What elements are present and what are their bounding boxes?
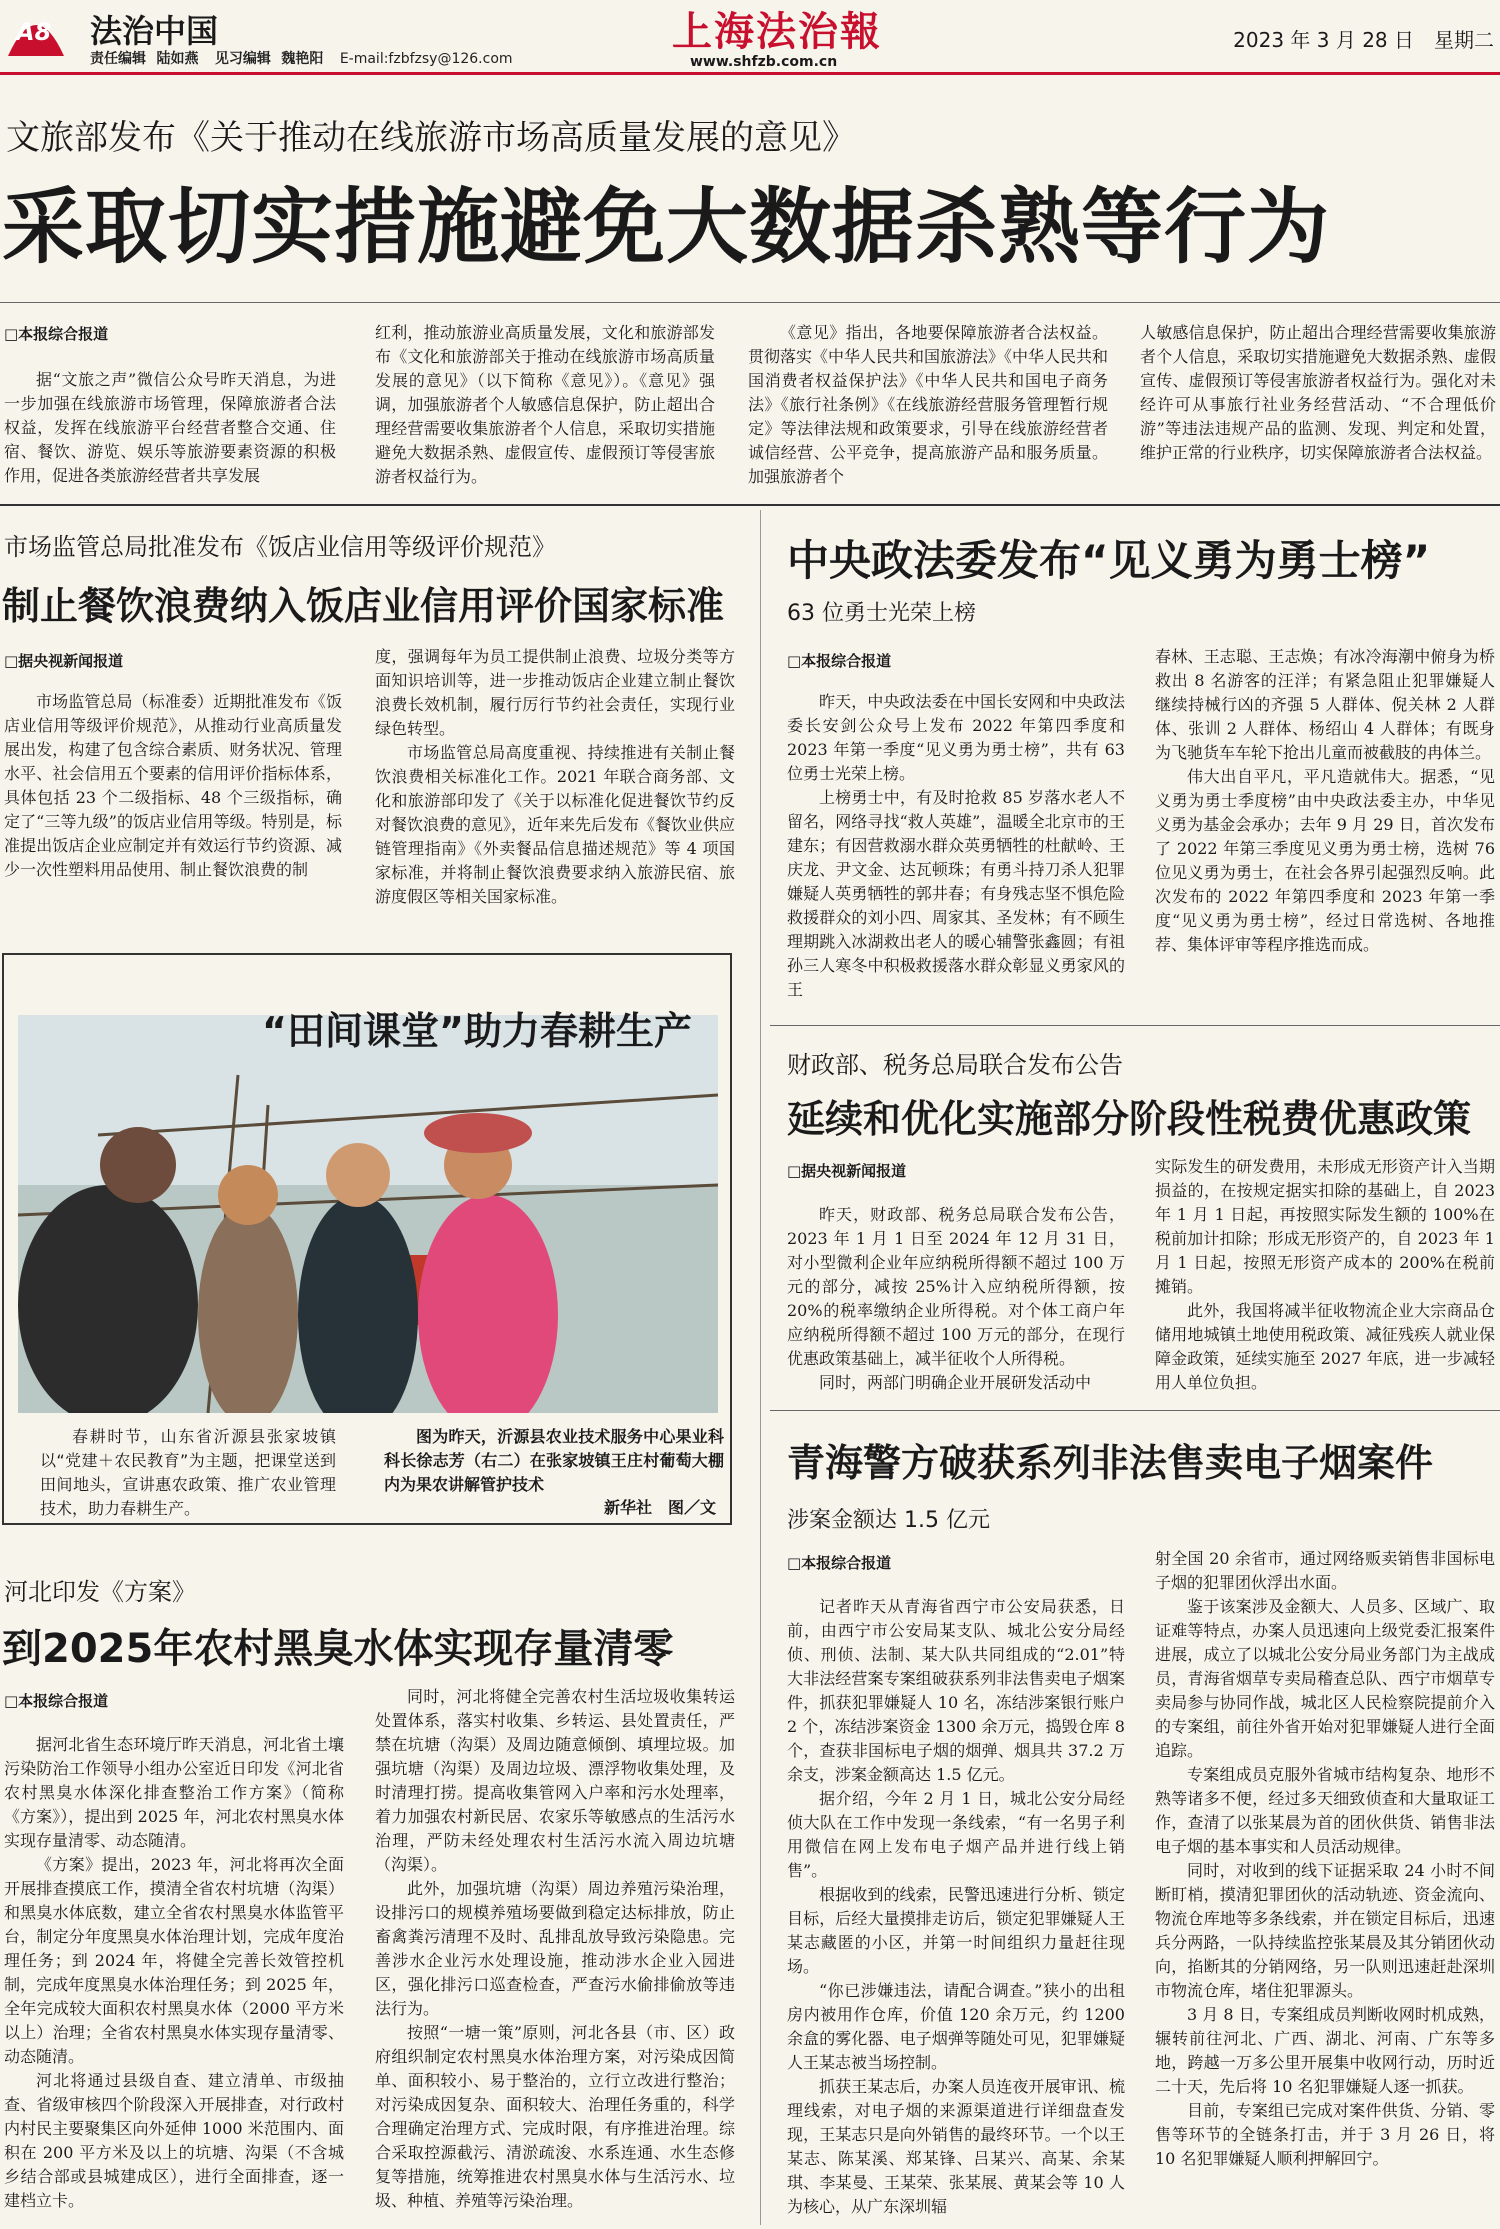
article3-byline: □本报综合报道 [4, 1692, 109, 1710]
article1-col1: 据“文旅之声”微信公众号昨天消息，为进一步加强在线旅游市场管理，保障旅游者合法权益，发挥在线旅游平台经营者整合交通、住宿、餐饮、游览、娱乐等旅游要素资源的积极作用，促进各类旅游经营者共享发展 [4, 370, 336, 485]
b3-subhead: 涉案金额达 1.5 亿元 [787, 1508, 990, 1533]
b1-col1: 昨天，中央政法委在中国长安网和中央政法委长安剑公众号上发布 2022 年第四季度和 2023 年第一季度“见义勇为勇士榜”，共有 63 位勇士光荣上榜。 上榜勇士中，有及时抢救 85 岁落水老人不留名，网络寻找“救人英雄”，温暖全北京市的王建东；有因营救溺水群众英勇牺牲的杜献岭、王庆龙、尹文金、达瓦顿珠；有勇斗持刀杀人犯罪嫌疑人英勇牺牲的郭井春；有身残志坚不惧危险救援群众的刘小四、周家其、圣发林；有不顾生理期跳入冰湖救出老人的暖心辅警张鑫圆；有祖孙三人寒冬中积极救援落水群众彰显义勇家风的王 [787, 692, 1125, 999]
photo-credit: 新华社 图／文 [603, 1498, 716, 1517]
photo-box [2, 953, 732, 1525]
article2-byline: □据央视新闻报道 [4, 652, 124, 670]
article2-kicker: 市场监管总局批准发布《饭店业信用等级评价规范》 [4, 533, 556, 561]
section-name: 法治中国 [90, 12, 219, 50]
article1-bottom-rule [0, 504, 1500, 506]
photo-caption-left: 春耕时节，山东省沂源县张家坡镇以“党建＋农民教育”为主题，把课堂送到田间地头，宣讲惠农政策、推广农业管理技术，助力春耕生产。 [40, 1427, 336, 1518]
b1-bottom-rule [770, 1025, 1500, 1026]
article1-col2: 红利，推动旅游业高质量发展，文化和旅游部发布《文化和旅游部关于推动在线旅游市场高质量发展的意见》（以下简称《意见》）。《意见》强调，加强旅游者个人敏感信息保护，防止超出合理经营需要收集旅游者个人信息，采取切实措施避免大数据杀熟、虚假宣传、虚假预订等侵害旅游者权益行为。 [375, 323, 715, 486]
article2-headline: 制止餐饮浪费纳入饭店业信用评价国家标准 [2, 584, 725, 628]
article3-col1: 据河北省生态环境厅昨天消息，河北省土壤污染防治工作领导小组办公室近日印发《河北省农村黑臭水体深化排查整治工作方案》（简称《方案》），提出到 2025 年，河北农村黑臭水体实现存量清零、动态随清。 《方案》提出，2023 年，河北将再次全面开展排查摸底工作，摸清全省农村坑塘（沟渠）和黑臭水体底数，建立全省农村黑臭水体监管平台，制定分年度黑臭水体治理计划，完成年度治理任务；到 2024 年，将健全完善长效管控机制，完成年度黑臭水体治理任务；到 2025 年，全年完成较大面积农村黑臭水体（2000 平方米以上）治理；全省农村黑臭水体实现存量清零、动态随清。 河北将通过县级自查、建立清单、市级抽查、省级审核四个阶段深入开展排查，对行政村内村民主要聚集区向外延伸 1000 米范围内、面积在 200 平方米及以上的坑塘、沟渠（不含城乡结合部或县城建成区），进行全面排查，逐一建档立卡。 [4, 1735, 344, 2210]
b2-byline: □据央视新闻报道 [787, 1162, 907, 1180]
b2-col1: 昨天，财政部、税务总局联合发布公告，2023 年 1 月 1 日至 2024 年 12 月 31 日，对小型微利企业年应纳税所得额不超过 100 万元的部分，减按 25%计入应纳税所得额，按 20%的税率缴纳企业所得税。对个体工商户年应纳税所得额不超过 100 万元的部分，在现行优惠政策基础上，减半征收个人所得税。 同时，两部门明确企业开展研发活动中 [787, 1205, 1125, 1392]
article3-headline: 到2025年农村黑臭水体实现存量清零 [2, 1626, 674, 1672]
b3-col1: 记者昨天从青海省西宁市公安局获悉，日前，由西宁市公安局某支队、城北公安分局经侦、刑侦、法制、某大队共同组成的“2.01”特大非法经营案专案组破获系列非法售卖电子烟案件，抓获犯罪嫌疑人 10 名，冻结涉案银行账户 2 个，冻结涉案资金 1300 余万元，捣毁仓库 8 个，查获非国标电子烟的烟弹、烟具共 37.2 万余支，涉案金额高达 1.5 亿元。 据介绍，今年 2 月 1 日，城北公安分局经侦大队在工作中发现一条线索，“有一名男子利用微信在网上发布电子烟产品并进行线上销售”。 根据收到的线索，民警迅速进行分析、锁定目标，后经大量摸排走访后，锁定犯罪嫌疑人王某志藏匿的小区，并第一时间组织力量赶往现场。 “你已涉嫌违法，请配合调查。”狭小的出租房内被用作仓库，价值 120 余万元，约 1200 余盒的雾化器、电子烟弹等随处可见，犯罪嫌疑人王某志被当场控制。 抓获王某志后，办案人员连夜开展审讯、梳理线索，对电子烟的来源渠道进行详细盘查发现，王某志只是向外销售的最终环节。一个以王某志、陈某溪、郑某锋、吕某兴、高某、余某琪、李某曼、王某荣、张某展、黄某会等 10 人为核心，从广东深圳辐 [787, 1597, 1125, 2216]
article1-col3: 《意见》指出，各地要保障旅游者合法权益。贯彻落实《中华人民共和国旅游法》《中华人民共和国消费者权益保护法》《中华人民共和国电子商务法》《旅行社条例》《在线旅游经营服务管理暂行规定》等法律法规和政策要求，引导在线旅游经营者诚信经营、公平竞争，提高旅游产品和服务质量。加强旅游者个 [748, 323, 1108, 486]
article3-col2: 同时，河北将健全完善农村生活垃圾收集转运处置体系，落实村收集、乡转运、县处置责任，严禁在坑塘（沟渠）及周边随意倾倒、填埋垃圾。加强坑塘（沟渠）及周边垃圾、漂浮物收集处理，及时清理打捞。提高收集管网入户率和污水处理率，着力加强农村新民居、农家乐等敏感点的生活污水治理，严防未经处理农村生活污水流入周边坑塘（沟渠）。 此外，加强坑塘（沟渠）周边养殖污染治理，设排污口的规模养殖场要做到稳定达标排放，防止畜禽粪污清理不及时、乱排乱放导致污染隐患。完善涉水企业污水处理设施，推动涉水企业入园进区，强化排污口巡查检查，严查污水偷排偷放等违法行为。 按照“一塘一策”原则，河北各县（市、区）政府组织制定农村黑臭水体治理方案，对污染成因简单、面积较小、易于整治的，立行立改进行整治；对污染成因复杂、面积较大、治理任务重的，科学合理确定治理方式、完成时限，有序推进治理。综合采取控源截污、清淤疏浚、水系连通、水生态修复等措施，统筹推进农村黑臭水体与生活污水、垃圾、种植、养殖等污染治理。 [375, 1687, 735, 2210]
article2-col2: 度，强调每年为员工提供制止浪费、垃圾分类等方面知识培训等，进一步推动饭店企业建立制止餐饮浪费长效机制，履行厉行节约社会责任，实现行业绿色转型。 市场监管总局高度重视、持续推进有关制止餐饮浪费相关标准化工作。2021 年联合商务部、文化和旅游部印发了《关于以标准化促进餐饮节约反对餐饮浪费的意见》，近年来先后发布《餐饮业供应链管理指南》《外卖餐品信息描述规范》等 4 项国家标准，并将制止餐饮浪费要求纳入旅游民宿、旅游度假区等相关国家标准。 [375, 647, 735, 906]
b2-kicker: 财政部、税务总局联合发布公告 [787, 1051, 1123, 1079]
b1-subhead: 63 位勇士光荣上榜 [787, 601, 976, 626]
b3-headline: 青海警方破获系列非法售卖电子烟案件 [787, 1441, 1434, 1485]
b1-byline: □本报综合报道 [787, 652, 892, 670]
article1-byline: □本报综合报道 [4, 325, 109, 343]
b1-headline: 中央政法委发布“见义勇为勇士榜” [787, 536, 1431, 585]
page-number: A8 [16, 18, 52, 46]
b2-bottom-rule [770, 1410, 1500, 1411]
paper-url: www.shfzb.com.cn [690, 54, 838, 70]
photo-caption-right: 图为昨天，沂源县农业技术服务中心果业科科长徐志芳（右二）在张家坡镇王庄村葡萄大棚内为果农讲解管护技术 [384, 1427, 724, 1494]
column-divider [760, 510, 761, 2225]
article1-rule [0, 302, 1500, 303]
issue-date: 2023 年 3 月 28 日 星期二 [1233, 28, 1494, 52]
photo-title: “田间课堂”助力春耕生产 [262, 1009, 692, 1053]
masthead [0, 0, 1500, 70]
article1-col4: 人敏感信息保护，防止超出合理经营需要收集旅游者个人信息，采取切实措施避免大数据杀熟、虚假宣传、虚假预订等侵害旅游者权益行为。强化对未经许可从事旅行社业务经营活动、“不合理低价游”等违法违规产品的监测、发现、判定和处置，维护正常的行业秩序，切实保障旅游者合法权益。 [1140, 323, 1496, 462]
b1-col2: 春林、王志聪、王志焕；有冰冷海潮中俯身为桥救出 8 名游客的汪洋；有紧急阻止犯罪嫌疑人继续持械行凶的齐强 5 人群体、倪关林 2 人群体、张训 2 人群体、杨绍山 4 人群体；有既身为飞驰货车车轮下抢出儿童而被截肢的冉体兰。 伟大出自平凡，平凡造就伟大。据悉，“见义勇为勇士季度榜”由中央政法委主办，中华见义勇为基金会承办；去年 9 月 29 日，首次发布了 2022 年第三季度见义勇为勇士榜，选树 76 位见义勇为勇士，在社会各界引起强烈反响。此次发布的 2022 年第四季度和 2023 年第一季度“见义勇为勇士榜”，经过日常选树、各地推荐、集体评审等程序推选而成。 [1155, 647, 1495, 954]
b3-col2: 射全国 20 余省市，通过网络贩卖销售非国标电子烟的犯罪团伙浮出水面。 鉴于该案涉及金额大、人员多、区域广、取证难等特点，办案人员迅速向上级党委汇报案件进展，成立了以城北公安分局业务部门为主战成员，青海省烟草专卖局稽查总队、西宁市烟草专卖局参与协同作战，城北区人民检察院提前介入的专案组，前往外省开始对犯罪嫌疑人进行全面追踪。 专案组成员克服外省城市结构复杂、地形不熟等诸多不便，经过多天细致侦查和大量取证工作，查清了以张某晨为首的团伙供货、销售非法电子烟的基本事实和人员活动规律。 同时，对收到的线下证据采取 24 小时不间断盯梢，摸清犯罪团伙的活动轨迹、资金流向、物流仓库地等多条线索，并在锁定目标后，迅速兵分两路，一队持续监控张某晨及其分销团伙动向，掐断其的分销网络，另一队则迅速赶赴深圳市物流仓库，堵住犯罪源头。 3 月 8 日，专案组成员判断收网时机成熟，辗转前往河北、广西、湖北、河南、广东等多地，跨越一万多公里开展集中收网行动，历时近二十天，先后将 10 名犯罪嫌疑人逐一抓获。 目前，专案组已完成对案件供货、分销、零售等环节的全链条打击，并于 3 月 26 日，将 10 名犯罪嫌疑人顺利押解回宁。 [1155, 1549, 1495, 2168]
b2-col2: 实际发生的研发费用，未形成无形资产计入当期损益的，在按规定据实扣除的基础上，自 2023 年 1 月 1 日起，再按照实际发生额的 100%在税前加计扣除；形成无形资产的，自 2023 年 1 月 1 日起，按照无形资产成本的 200%在税前摊销。 此外，我国将减半征收物流企业大宗商品仓储用地城镇土地使用税政策、减征残疾人就业保障金政策，延续实施至 2027 年底，进一步减轻用人单位负担。 [1155, 1157, 1495, 1392]
b2-headline: 延续和优化实施部分阶段性税费优惠政策 [787, 1097, 1472, 1141]
article1-headline: 采取切实措施避免大数据杀熟等行为 [2, 180, 1331, 275]
article2-col1: 市场监管总局（标准委）近期批准发布《饭店业信用等级评价规范》，从推动行业高质量发展出发，构建了包含综合素质、财务状况、管理水平、社会信用五个要素的信用评价指标体系，具体包括 23 个二级指标、48 个三级指标，确定了“三等九级”的饭店业信用等级。特别是，标准提出饭店企业应制定并有效运行节约资源、减少一次性塑料用品使用、制止餐饮浪费的制 [4, 692, 342, 879]
masthead-rule [0, 72, 1500, 75]
page-number-badge [6, 4, 66, 60]
b3-byline: □本报综合报道 [787, 1554, 892, 1572]
article1-kicker: 文旅部发布《关于推动在线旅游市场高质量发展的意见》 [6, 118, 856, 158]
photo-image [18, 1015, 718, 1413]
paper-title: 上海法治報 [672, 8, 882, 55]
article3-kicker: 河北印发《方案》 [4, 1578, 196, 1606]
editor-line: 责任编辑 陆如燕 见习编辑 魏艳阳 E-mail:fzbfzsy@126.com [90, 51, 513, 67]
